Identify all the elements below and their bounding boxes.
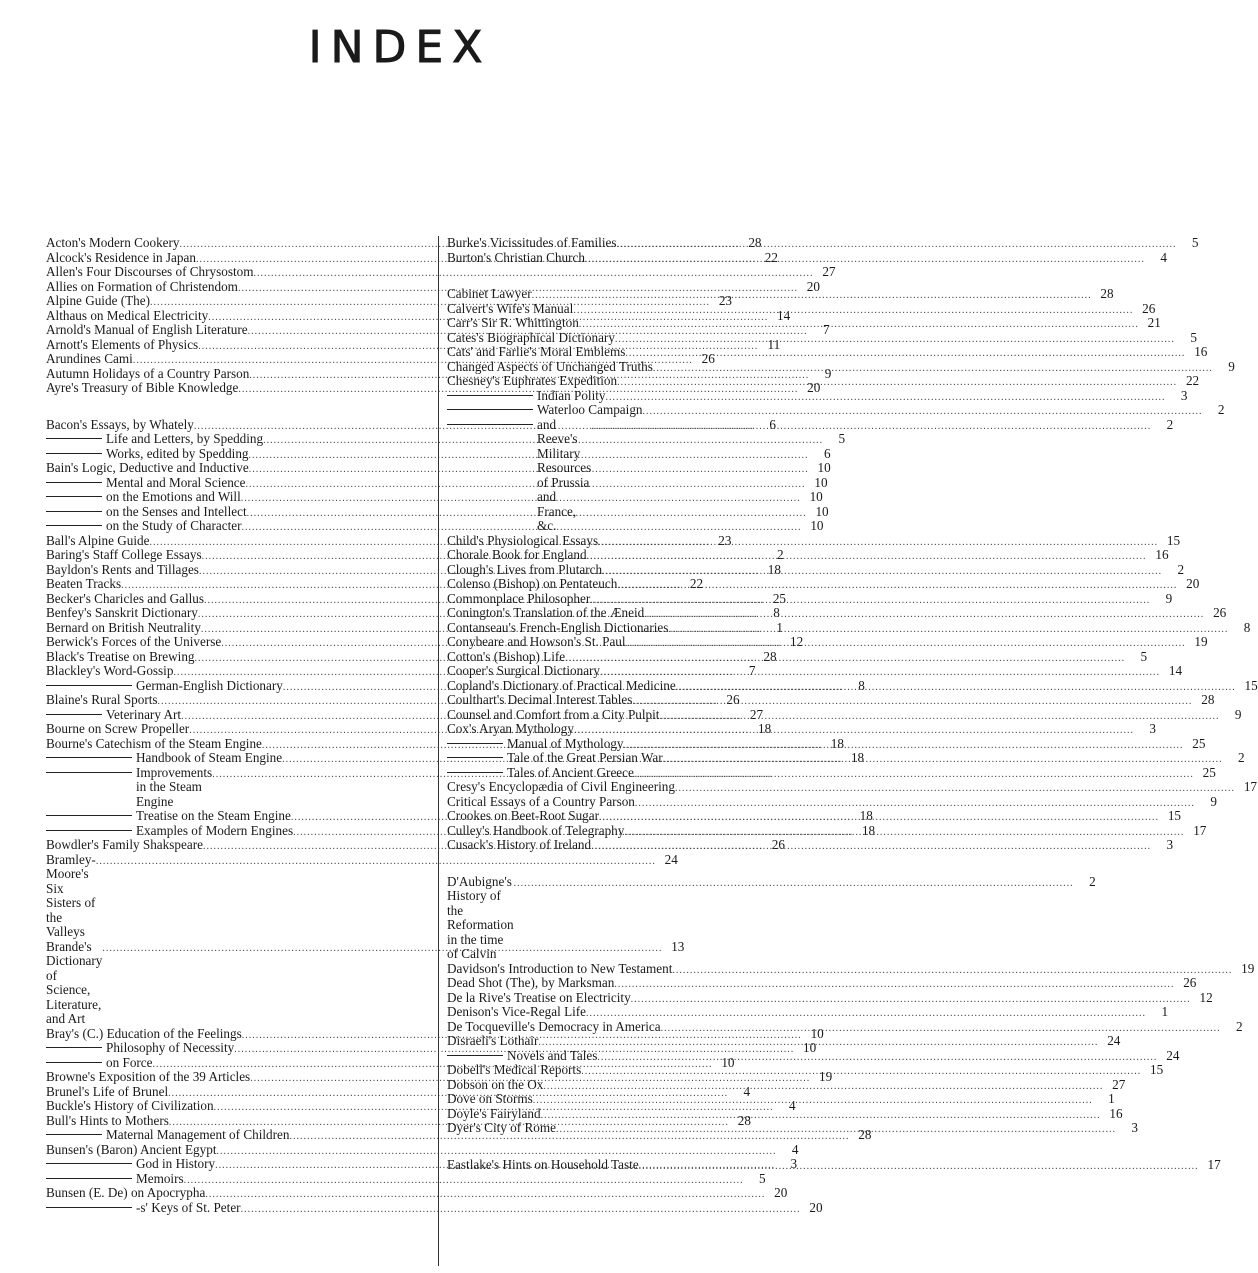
index-entry xyxy=(447,605,1227,621)
index-entry xyxy=(447,648,1148,665)
entry-title: Blackley's Word-Gossip xyxy=(46,663,174,678)
entry-page-number: 4 xyxy=(1160,249,1167,265)
dot-leader xyxy=(590,590,1150,609)
entry-page-number: 14 xyxy=(777,307,791,323)
entry-page-number: 1 xyxy=(776,619,783,635)
dot-leader xyxy=(565,648,1125,667)
entry-title: Chesney's Euphrates Expedition xyxy=(447,373,618,388)
index-entry xyxy=(447,329,1197,346)
entry-page-number: 9 xyxy=(1228,358,1235,374)
entry-title: Arnott's Elements of Physics xyxy=(46,336,199,352)
dot-leader xyxy=(644,605,1204,623)
entry-page-number: 13 xyxy=(671,938,685,954)
index-entry xyxy=(447,249,1167,266)
entry-title: Baring's Staff College Essays xyxy=(46,547,202,562)
entry-page-number: 24 xyxy=(1107,1033,1121,1048)
entry-page-number: 2 xyxy=(1217,402,1225,417)
entry-page-number: 10 xyxy=(721,1054,735,1070)
dot-leader xyxy=(581,1065,1141,1080)
entry-page-number: 15 xyxy=(1166,532,1181,548)
index-entry xyxy=(447,764,1216,781)
entry-page-number: 4 xyxy=(788,1098,796,1113)
entry-title: Dobson on the Ox xyxy=(447,1076,544,1092)
index-entry xyxy=(447,532,1181,549)
index-entry xyxy=(447,721,1156,737)
dot-leader xyxy=(587,547,1147,565)
entry-title: Dobell's Medical Reports xyxy=(447,1062,582,1077)
entry-page-number: 10 xyxy=(810,1025,824,1041)
dot-leader xyxy=(639,1160,1199,1175)
entry-title: Mental and Moral Science xyxy=(46,476,246,491)
dot-leader xyxy=(591,837,1151,855)
index-entry xyxy=(447,677,1258,694)
entry-page-number: 19 xyxy=(1194,634,1208,649)
entry-title: -s' Keys of St. Peter xyxy=(46,1201,241,1216)
entry-title: Treatise on the Steam Engine xyxy=(46,809,291,824)
entry-title: Carr's Sir R. Whittington xyxy=(447,315,579,330)
index-entry xyxy=(447,1004,1169,1020)
dot-leader xyxy=(663,750,1223,768)
entry-title: Copland's Dictionary of Practical Medicine xyxy=(447,677,676,693)
entry-page-number: 15 xyxy=(1167,808,1182,823)
entry-page-number: 26 xyxy=(771,837,785,852)
dot-leader xyxy=(632,692,1192,710)
entry-title: Cresy's Encyclopædia of Civil Engineering xyxy=(447,779,675,794)
dot-leader xyxy=(668,619,1228,638)
dot-leader xyxy=(597,1051,1157,1066)
dot-leader xyxy=(661,1022,1221,1037)
page-title: INDEX xyxy=(308,22,492,73)
entry-page-number: 17 xyxy=(1193,822,1207,838)
dot-leader xyxy=(533,1094,1093,1109)
entry-title: Brande's Dictionary of Science, Literature, and Art xyxy=(46,938,103,1026)
entry-title: German-English Dictionary xyxy=(46,679,283,694)
index-entry xyxy=(46,474,828,491)
dot-leader xyxy=(626,634,1186,652)
entry-page-number: 1 xyxy=(1161,1004,1169,1019)
entry-page-number: 27 xyxy=(822,264,836,279)
entry-title: on the Study of Character xyxy=(46,519,242,534)
entry-title: Cusack's History of Ireland xyxy=(447,837,592,852)
entry-title: Arundines Cami xyxy=(46,351,133,366)
entry-page-number: 4 xyxy=(791,1141,799,1157)
index-entry xyxy=(46,416,776,433)
entry-page-number: 20 xyxy=(807,380,821,395)
entry-title: Black's Treatise on Brewing xyxy=(46,648,195,664)
entry-page-number: 28 xyxy=(763,648,777,664)
entry-page-number: 15 xyxy=(1244,677,1258,693)
entry-title: Counsel and Comfort from a City Pulpit xyxy=(447,706,660,722)
entry-page-number: 10 xyxy=(809,489,823,504)
entry-page-number: 6 xyxy=(823,445,831,461)
entry-title: Disraeli's Lothair xyxy=(447,1033,539,1048)
index-entry xyxy=(46,518,824,534)
entry-title: Berwick's Forces of the Universe xyxy=(46,634,222,649)
entry-title: Bourne's Catechism of the Steam Engine xyxy=(46,735,262,751)
dot-leader xyxy=(624,822,1184,841)
entry-page-number: 8 xyxy=(773,605,780,620)
entry-title: Handbook of Steam Engine xyxy=(46,751,282,766)
dot-leader xyxy=(599,808,1159,826)
entry-page-number: 16 xyxy=(1194,344,1208,359)
entry-title: on the Senses and Intellect xyxy=(46,505,247,520)
index-entry xyxy=(46,489,823,505)
entry-title: Cabinet Lawyer xyxy=(447,286,532,301)
entry-title: Eastlake's Hints on Household Taste xyxy=(447,1156,639,1172)
entry-page-number: 10 xyxy=(810,518,824,533)
entry-title: Examples of Modern Engines xyxy=(46,824,293,839)
entry-page-number: 5 xyxy=(1190,329,1197,345)
entry-title: Allies on Formation of Christendom xyxy=(46,278,238,294)
entry-title: Bourne on Screw Propeller xyxy=(46,721,190,736)
entry-page-number: 23 xyxy=(718,532,732,548)
entry-title: Bayldon's Rents and Tillages xyxy=(46,561,199,577)
entry-page-number: 20 xyxy=(774,1185,788,1200)
entry-page-number: 5 xyxy=(1140,648,1148,664)
entry-title: Bunsen (E. De) on Apocrypha xyxy=(46,1185,206,1200)
entry-title: Tales of Ancient Greece xyxy=(447,766,634,781)
entry-title: Tale of the Great Persian War xyxy=(447,751,663,766)
entry-page-number: 18 xyxy=(850,750,865,765)
entry-title: Changed Aspects of Unchanged Truths xyxy=(447,358,653,374)
index-entry xyxy=(46,1199,823,1216)
entry-page-number: 26 xyxy=(1183,975,1197,990)
index-entry xyxy=(447,692,1215,708)
entry-page-number: 12 xyxy=(1199,989,1213,1005)
entry-title: Arnold's Manual of English Literature xyxy=(46,322,248,337)
entry-page-number: 17 xyxy=(1207,1156,1221,1172)
entry-title: Cooper's Surgical Dictionary xyxy=(447,663,601,678)
entry-title: Memoirs xyxy=(46,1172,184,1187)
entry-title: De la Rive's Treatise on Electricity xyxy=(447,989,631,1005)
entry-title: Dyer's City of Rome xyxy=(447,1120,556,1135)
dot-leader xyxy=(532,289,1092,304)
entry-page-number: 26 xyxy=(726,692,740,707)
entry-page-number: 17 xyxy=(1243,779,1257,794)
entry-page-number: 25 xyxy=(1202,764,1216,780)
dot-leader xyxy=(631,993,1191,1008)
entry-title: Bray's (C.) Education of the Feelings xyxy=(46,1025,242,1041)
entry-title: and Reeve's Military Resources of Prussia and France, &c. xyxy=(447,418,591,534)
entry-title: Chorale Book for England xyxy=(447,547,587,562)
dot-leader xyxy=(643,405,1203,420)
entry-title: Browne's Exposition of the 39 Articles xyxy=(46,1069,251,1084)
index-entry xyxy=(447,561,1185,578)
dot-leader xyxy=(602,561,1162,580)
entry-title: Doyle's Fairyland xyxy=(447,1105,541,1121)
entry-title: on the Emotions and Will xyxy=(46,490,241,505)
entry-page-number: 24 xyxy=(1166,1047,1180,1063)
dot-leader xyxy=(543,1080,1103,1095)
entry-title: D'Aubigne's History of the Reformation in the time of Calvin xyxy=(447,873,514,961)
dot-leader xyxy=(615,333,1175,348)
dot-leader xyxy=(625,347,1185,362)
entry-title: Commonplace Philosopher xyxy=(447,590,591,606)
index-entry xyxy=(46,503,829,520)
entry-page-number: 22 xyxy=(1185,373,1200,388)
entry-title: Allen's Four Discourses of Chrysostom xyxy=(46,264,254,279)
entry-page-number: 28 xyxy=(1201,692,1215,707)
index-entry xyxy=(447,706,1242,723)
entry-page-number: 18 xyxy=(830,735,844,751)
entry-page-number: 21 xyxy=(1147,315,1161,330)
entry-page-number: 2 xyxy=(1177,561,1185,577)
entry-title: Cotton's (Bishop) Life xyxy=(447,648,566,664)
index-entry xyxy=(447,590,1173,607)
index-entry xyxy=(447,1105,1123,1122)
dot-leader xyxy=(634,768,1194,783)
entry-title: Brunel's Life of Brunel xyxy=(46,1083,169,1099)
entry-title: Clough's Lives from Plutarch xyxy=(447,561,603,577)
entry-page-number: 22 xyxy=(689,576,704,591)
entry-title: Cox's Aryan Mythology xyxy=(447,721,574,736)
entry-page-number: 7 xyxy=(823,322,830,337)
entry-page-number: 9 xyxy=(1165,590,1173,606)
entry-title: Bernard on British Neutrality xyxy=(46,619,201,635)
index-entry xyxy=(447,235,1199,251)
index-entry xyxy=(46,264,836,280)
entry-page-number: 2 xyxy=(777,547,784,562)
entry-title: Cats' and Farlie's Moral Emblems xyxy=(447,344,626,359)
dot-leader xyxy=(672,964,1232,979)
entry-page-number: 20 xyxy=(806,278,820,294)
entry-title: Waterloo Campaign xyxy=(447,403,643,418)
index-entry xyxy=(447,547,1169,563)
dot-leader xyxy=(541,1109,1101,1124)
index-entry xyxy=(447,402,1225,418)
entry-page-number: 9 xyxy=(824,365,832,381)
entry-page-number: 28 xyxy=(748,235,762,250)
entry-title: Conybeare and Howson's St. Paul xyxy=(447,634,626,649)
entry-page-number: 23 xyxy=(718,293,732,308)
index-entry xyxy=(46,1185,788,1201)
entry-page-number: 16 xyxy=(1155,547,1169,562)
dot-leader xyxy=(600,663,1160,681)
entry-title: Conington's Translation of the Æneid xyxy=(447,605,645,620)
entry-title: Buckle's History of Civilization xyxy=(46,1098,214,1113)
entry-title: Life and Letters, by Spedding xyxy=(46,432,263,447)
dot-leader xyxy=(616,235,1176,253)
entry-page-number: 25 xyxy=(1192,735,1206,751)
entry-title: on Force xyxy=(46,1056,153,1071)
section-gap xyxy=(447,1136,807,1158)
entry-page-number: 14 xyxy=(1168,663,1183,678)
entry-title: Bunsen's (Baron) Ancient Egypt xyxy=(46,1141,217,1157)
entry-title: Works, edited by Spedding xyxy=(46,447,249,462)
entry-title: Bramley-Moore's Six Sisters of the Valleys xyxy=(46,851,96,939)
entry-title: Critical Essays of a Country Parson xyxy=(447,793,635,809)
section-gap xyxy=(447,853,807,875)
entry-title: Maternal Management of Children xyxy=(46,1128,289,1143)
entry-page-number: 8 xyxy=(858,677,865,693)
entry-page-number: 20 xyxy=(809,1199,823,1215)
entry-title: Crookes on Beet-Root Sugar xyxy=(447,808,600,823)
entry-title: Coulthart's Decimal Interest Tables xyxy=(447,692,633,707)
entry-page-number: 10 xyxy=(803,1040,817,1055)
entry-page-number: 15 xyxy=(1150,1062,1164,1077)
index-entry xyxy=(447,960,1255,977)
entry-title: Ayre's Treasury of Bible Knowledge xyxy=(46,380,239,395)
entry-page-number: 7 xyxy=(748,663,756,678)
dot-leader xyxy=(591,416,1151,435)
entry-page-number: 28 xyxy=(858,1127,872,1142)
entry-title: Blaine's Rural Sports xyxy=(46,692,158,707)
entry-title: Cates's Biographical Dictionary xyxy=(447,329,615,345)
entry-title: Ball's Alpine Guide xyxy=(46,532,150,548)
entry-title: Manual of Mythology xyxy=(447,737,623,752)
entry-title: Acton's Modern Cookery xyxy=(46,235,180,250)
entry-page-number: 10 xyxy=(817,460,831,475)
entry-page-number: 19 xyxy=(819,1069,833,1084)
entry-page-number: 3 xyxy=(1166,837,1174,852)
section-gap xyxy=(447,265,807,287)
entry-page-number: 11 xyxy=(767,336,781,352)
entry-page-number: 12 xyxy=(790,634,804,649)
entry-title: Beaten Tracks xyxy=(46,576,122,591)
entry-page-number: 6 xyxy=(769,416,776,432)
dot-leader xyxy=(514,877,1074,892)
index-entry xyxy=(447,779,1257,795)
entry-page-number: 5 xyxy=(1191,235,1199,250)
entry-title: De Tocqueville's Democracy in America xyxy=(447,1018,661,1034)
entry-page-number: 18 xyxy=(767,561,781,577)
entry-title: Calvert's Wife's Manual xyxy=(447,300,574,316)
entry-page-number: 19 xyxy=(1241,960,1255,976)
entry-page-number: 18 xyxy=(861,822,876,838)
dot-leader xyxy=(635,797,1195,812)
entry-title: Bacon's Essays, by Whately xyxy=(46,416,194,432)
entry-page-number: 26 xyxy=(1213,605,1227,620)
dot-leader xyxy=(573,304,1133,319)
entry-title: Autumn Holidays of a Country Parson xyxy=(46,365,250,381)
dot-leader xyxy=(574,721,1134,739)
index-entry xyxy=(447,1091,1115,1107)
index-entry xyxy=(46,1141,799,1158)
dot-leader xyxy=(617,376,1177,391)
entry-title: Bowdler's Family Shakspeare xyxy=(46,837,203,852)
entry-page-number: 22 xyxy=(764,249,778,265)
index-entry xyxy=(447,1156,1221,1173)
entry-page-number: 2 xyxy=(1236,1018,1243,1034)
dot-leader xyxy=(617,576,1177,594)
dot-leader xyxy=(606,391,1166,406)
index-entry xyxy=(447,619,1251,636)
entry-title: Culley's Handbook of Telegraphy xyxy=(447,822,625,838)
index-entry xyxy=(447,663,1183,679)
entry-page-number: 27 xyxy=(1112,1076,1126,1092)
entry-title: Denison's Vice-Regal Life xyxy=(447,1004,587,1019)
dot-leader xyxy=(585,249,1145,268)
entry-title: Dove on Storms xyxy=(447,1091,533,1106)
index-entry xyxy=(46,1170,766,1187)
entry-page-number: 2 xyxy=(1238,750,1245,765)
dot-leader xyxy=(556,1123,1116,1138)
dot-leader xyxy=(675,782,1235,797)
entry-page-number: 2 xyxy=(1166,416,1174,432)
dot-leader xyxy=(653,362,1213,377)
entry-page-number: 18 xyxy=(758,721,772,736)
dot-leader xyxy=(676,677,1236,696)
entry-title: Alpine Guide (The) xyxy=(46,293,150,308)
entry-page-number: 1 xyxy=(1108,1091,1115,1106)
entry-page-number: 9 xyxy=(1234,706,1242,722)
section-gap xyxy=(46,396,418,418)
dot-leader xyxy=(614,978,1174,993)
entry-page-number: 10 xyxy=(814,474,828,490)
entry-title: Becker's Charicles and Gallus xyxy=(46,590,205,606)
dot-leader xyxy=(579,318,1139,333)
dot-leader xyxy=(586,1007,1146,1022)
entry-page-number: 28 xyxy=(737,1112,751,1128)
entry-page-number: 27 xyxy=(749,706,764,722)
entry-title: Alcock's Residence in Japan xyxy=(46,249,196,265)
entry-title: God in History xyxy=(46,1157,215,1172)
index-entry xyxy=(447,873,1096,962)
entry-page-number: 5 xyxy=(759,1170,766,1186)
entry-title: Philosophy of Necessity xyxy=(46,1041,234,1056)
dot-leader xyxy=(538,1036,1098,1051)
entry-title: Colenso (Bishop) on Pentateuch xyxy=(447,576,618,591)
entry-page-number: 18 xyxy=(859,808,873,823)
entry-page-number: 3 xyxy=(1149,721,1156,736)
entry-title: Improvements in the Steam Engine xyxy=(46,766,212,810)
entry-title: Althaus on Medical Electricity xyxy=(46,307,209,323)
entry-title: Bull's Hints to Mothers xyxy=(46,1112,169,1128)
index-entry xyxy=(447,975,1197,991)
index-entry xyxy=(46,431,846,447)
entry-page-number: 3 xyxy=(1180,387,1188,403)
entry-page-number: 9 xyxy=(1210,793,1217,809)
entry-page-number: 3 xyxy=(790,1156,798,1171)
index-entry xyxy=(447,837,1174,853)
index-entry xyxy=(46,445,831,462)
entry-page-number: 28 xyxy=(1100,286,1114,301)
entry-title: Contanseau's French-English Dictionaries xyxy=(447,619,669,635)
index-entry xyxy=(447,989,1213,1006)
dot-leader xyxy=(598,532,1158,551)
entry-title: Burke's Vicissitudes of Families xyxy=(447,235,617,250)
dot-leader xyxy=(623,735,1183,754)
entry-page-number: 2 xyxy=(1089,873,1096,889)
entry-title: Benfey's Sanskrit Dictionary xyxy=(46,605,198,620)
index-entry xyxy=(46,766,418,810)
entry-page-number: 10 xyxy=(815,503,829,519)
entry-title: Burton's Christian Church xyxy=(447,249,585,265)
entry-page-number: 26 xyxy=(701,351,715,366)
entry-title: Novels and Tales xyxy=(447,1049,597,1064)
index-entry xyxy=(447,793,1217,810)
entry-title: Veterinary Art xyxy=(46,708,181,723)
entry-page-number: 20 xyxy=(1186,576,1200,591)
index-entry xyxy=(46,460,831,476)
entry-title: Child's Physiological Essays xyxy=(447,532,599,548)
entry-title: Dead Shot (The), by Marksman xyxy=(447,975,615,990)
entry-page-number: 5 xyxy=(838,431,846,446)
entry-title: Davidson's Introduction to New Testament xyxy=(447,960,673,976)
entry-title: Indian Polity xyxy=(447,389,606,404)
index-entry xyxy=(447,634,1208,650)
entry-page-number: 24 xyxy=(664,851,678,867)
entry-page-number: 3 xyxy=(1131,1120,1138,1135)
entry-page-number: 8 xyxy=(1243,619,1251,635)
entry-page-number: 4 xyxy=(743,1083,751,1099)
index-entry xyxy=(447,576,1200,592)
entry-page-number: 16 xyxy=(1109,1105,1123,1121)
entry-page-number: 25 xyxy=(772,590,787,606)
entry-title: Bain's Logic, Deductive and Inductive xyxy=(46,460,249,475)
entry-page-number: 26 xyxy=(1142,300,1156,316)
